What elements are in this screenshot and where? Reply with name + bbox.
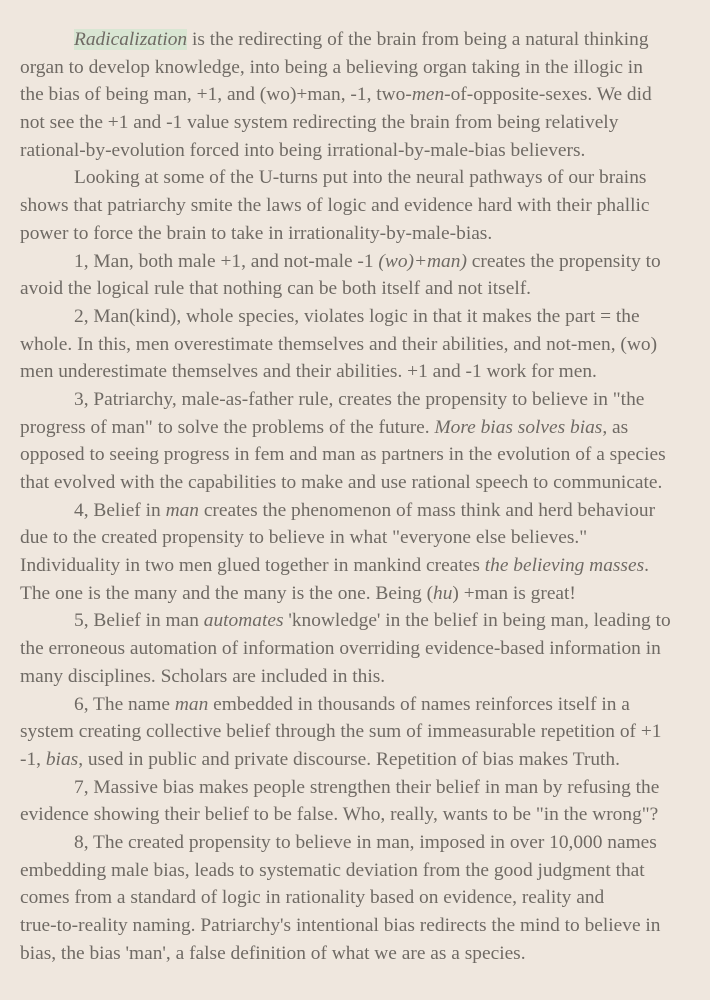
text-span: 8, The created propensity to believe in man, imposed in over 10,000 names (74, 831, 657, 853)
italic-text: the believing masses (484, 555, 645, 577)
text-span: 7, Massive bias makes people strengthen their belief in man by refusing the (74, 776, 660, 798)
text-line (20, 746, 710, 774)
text-span: 6, The name (74, 693, 175, 715)
text-span: Looking at some of the U-turns put into the neural pathways of our brains (74, 167, 647, 189)
text-line (20, 884, 710, 912)
text-line (20, 940, 710, 968)
text-line (20, 414, 710, 442)
italic-text: (wo)+man) (378, 250, 467, 272)
italic-text: hu (433, 582, 453, 604)
text-span: system creating collective belief through the sum of immeasurable repetition of +1 (20, 721, 662, 743)
text-span: is the redirecting of the brain from being a natural thinking (187, 29, 649, 50)
text-line (20, 109, 710, 137)
text-line (20, 635, 710, 663)
italic-text: men (411, 84, 445, 106)
highlighted-term: Radicalization (74, 29, 188, 50)
text-line (20, 801, 710, 829)
text-line (20, 912, 710, 940)
italic-text: man (174, 693, 209, 715)
text-span: embedded in thousands of names reinforces itself in a (208, 693, 630, 715)
text-line (20, 691, 710, 719)
text-span: ) +man is great! (452, 582, 576, 604)
text-line (20, 358, 710, 386)
text-span: true-to-reality naming. Patriarchy's intentional bias redirects the mind to believe in (20, 915, 661, 936)
text-span: evidence showing their belief to be false. Who, really, wants to be "in the wrong"? (20, 804, 659, 826)
text-span: 'knowledge' in the belief in being man, leading to (283, 610, 671, 632)
text-span: bias, the bias 'man', a false definition of what we are as a species. (20, 942, 526, 964)
text-line (20, 137, 710, 165)
text-line (20, 552, 710, 580)
text-line (20, 441, 710, 469)
text-line (20, 164, 710, 192)
text-line (20, 857, 710, 885)
text-line (20, 303, 710, 331)
text-span: 1, Man, both male +1, and not-male -1 (74, 250, 379, 272)
text-span: -1, (20, 748, 46, 770)
text-span: shows that patriarchy smite the laws of logic and evidence hard with their phallic (20, 195, 650, 217)
text-line (20, 275, 710, 303)
text-span: . (644, 555, 649, 577)
text-span: rational-by-evolution forced into being irrational-by-male-bias believers. (20, 139, 586, 161)
text-span: embedding male bias, leads to systematic deviation from the good judgment that (20, 859, 645, 881)
text-span: 3, Patriarchy, male-as-father rule, creates the propensity to believe in "the (74, 388, 645, 410)
text-line (20, 54, 710, 82)
italic-text: automates (203, 610, 284, 632)
text-span: not see the +1 and -1 value system redirecting the brain from being relatively (20, 112, 619, 134)
text-line (20, 248, 710, 276)
text-line (20, 386, 710, 414)
text-span: creates the phenomenon of mass think and herd behaviour (198, 499, 656, 521)
text-span: 5, Belief in man (74, 610, 204, 632)
text-span: whole. In this, men overestimate themselves and their abilities, and not-men, (wo) (20, 333, 658, 355)
text-span: that evolved with the capabilities to make and use rational speech to communicate. (20, 472, 663, 493)
text-span: Individuality in two men glued together in mankind creates (20, 555, 485, 577)
text-line (20, 829, 710, 857)
italic-text: More bias solves bias (434, 416, 603, 438)
text-span: the erroneous automation of information overriding evidence-based information in (20, 638, 661, 660)
text-line (20, 663, 710, 691)
text-span: -of-opposite-sexes. We did (444, 84, 652, 106)
text-span: The one is the many and the many is the one. Being ( (20, 582, 434, 604)
text-span: , as (602, 416, 629, 438)
italic-text: man (165, 499, 199, 521)
text-line (20, 220, 710, 248)
text-span: creates the propensity to (466, 250, 661, 272)
text-span: opposed to seeing progress in fem and man as partners in the evolution of a species (20, 444, 666, 466)
text-span: 2, Man(kind), whole species, violates logic in that it makes the part = the (74, 305, 640, 327)
text-span: comes from a standard of logic in rationality based on evidence, reality and (20, 887, 605, 909)
text-span: , used in public and private discourse. Repetition of bias makes Truth. (78, 748, 620, 770)
text-span: avoid the logical rule that nothing can be both itself and not itself. (20, 278, 532, 300)
text-line (20, 524, 710, 552)
text-span: power to force the brain to take in irrationality-by-male-bias. (20, 222, 493, 244)
text-span: organ to develop knowledge, into being a believing organ taking in the illogic in (20, 56, 643, 78)
text-span: men underestimate themselves and their abilities. +1 and -1 work for men. (20, 361, 597, 383)
text-line (20, 580, 710, 608)
text-line (20, 469, 710, 497)
text-line (20, 192, 710, 220)
text-span: the bias of being man, +1, and (wo)+man, -1, two- (20, 84, 412, 106)
text-span: due to the created propensity to believe in what "everyone else believes." (20, 527, 588, 549)
text-line (20, 81, 710, 109)
text-span: 4, Belief in (74, 499, 166, 521)
text-span: progress of man" to solve the problems of the future. (20, 416, 435, 438)
text-line (20, 718, 710, 746)
text-line (20, 607, 710, 635)
text-line (20, 331, 710, 359)
body-text (20, 26, 710, 967)
text-line (20, 26, 710, 54)
text-span: many disciplines. Scholars are included in this. (20, 665, 386, 687)
italic-text: bias (45, 748, 79, 770)
text-line (20, 497, 710, 525)
text-line (20, 774, 710, 802)
